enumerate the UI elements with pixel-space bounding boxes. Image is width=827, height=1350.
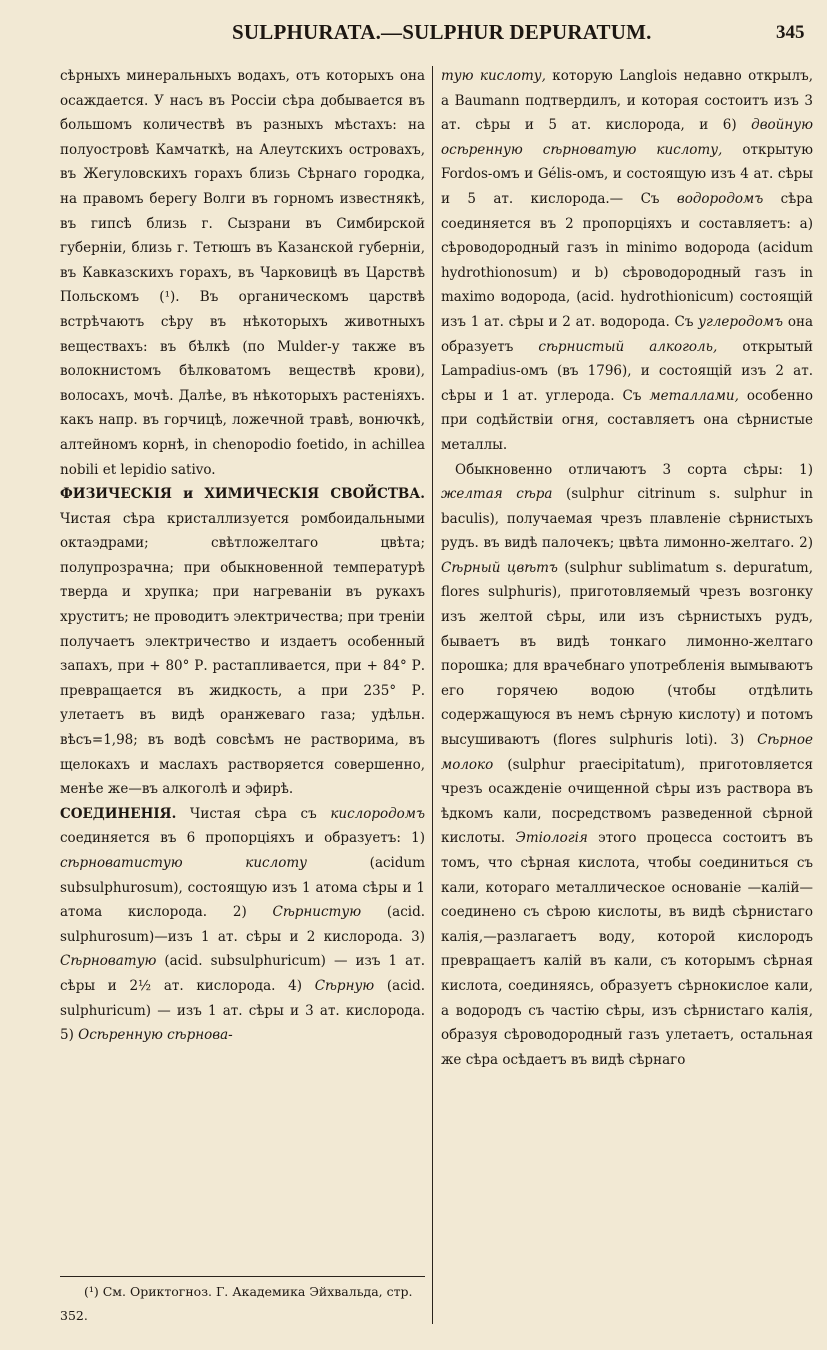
text-run: особенно при содѣйствіи огня, составляетъ она сѣрнистые металлы. (441, 387, 813, 453)
term-carbon: углеродомъ (698, 313, 784, 330)
term-sulphurous-acid: Сѣрнистую (272, 904, 362, 921)
text-run: соединяется въ 6 пропорціяхъ и образуетъ: 1) (60, 830, 425, 847)
text-run: (sulphur sublimatum s. depuratum, flores sulphuris), приготовляемый чрезъ возгонку изъ желтой сѣры, или изъ сѣрнистыхъ рудъ, бываетъ въ видѣ тонкаго лимонно-желтаго порошка; для врачебнаго употребленія вымываютъ его горячею водою (чтобы отдѣлить содержащуюся въ немъ сѣрную кислоту) и потомъ высушиваютъ (flores sulphuris loti). 3) (441, 559, 813, 749)
page-number: 345 (776, 22, 805, 43)
paragraph-compounds-continued (441, 64, 813, 458)
text-run: открытый Lampadius-омъ (въ 1796), и состоящій изъ 2 ат. сѣры и 1 ат. углерода. Съ (441, 338, 813, 404)
paragraph-compounds (60, 802, 425, 1048)
term-hydrogen: водородомъ (676, 190, 764, 207)
text-run: она образуетъ (441, 313, 813, 355)
heading-properties: ФИЗИЧЕСКІЯ и ХИМИЧЕСКІЯ СВОЙСТВА. (60, 486, 425, 503)
term-acid-continued: тую кислоту, (441, 68, 546, 84)
text-run: которую Langlois недавно открылъ, а Baumann подтвердилъ, и которая состоитъ изъ 3 ат. сѣры и 5 ат. кислорода, и 6) (441, 68, 813, 134)
text-run: (acidum subsulphurosum), состоящую изъ 1 атома сѣры и 1 атома кислорода. 2) (60, 855, 426, 921)
term-sulphur-alcohol: сѣрнистый алкоголь, (538, 338, 718, 355)
left-column (60, 64, 425, 1048)
properties-text: Чистая сѣра кристаллизуется ромбоидальными октаэдрами; свѣтложелтаго цвѣта; полупрозрачна; при обыкновенной температурѣ тверда и хрупка; при нагреваніи въ рукахъ хруститъ; не проводитъ электричества; при треніи получаетъ электричество и издаетъ особенный запахъ, при + 80° Р. растапливается, при + 84° Р. превращается въ жидкость, а при 235° Р. улетаетъ въ видѣ оранжеваго газа; удѣльн. вѣсъ=1,98; въ водѣ совсѣмъ не растворима, въ щелокахъ и маслахъ растворяется совершенно, менѣе же—въ алкоголѣ и эфирѣ. (60, 510, 426, 798)
term-metals: металлами, (649, 387, 739, 404)
term-hyposulphurous-acid: сѣрноватистую кислоту (60, 855, 307, 871)
term-sulphurated-acid: Осѣренную сѣрнова- (78, 1027, 233, 1044)
right-column (441, 64, 813, 1072)
term-oxygen: кислородомъ (330, 805, 425, 822)
paragraph-occurrence: сѣрныхъ минеральныхъ водахъ, отъ которыхъ она осаждается. У насъ въ Россіи сѣра добывается въ большомъ количествѣ въ разныхъ мѣстахъ: на полуостровѣ Камчаткѣ, на Алеутскихъ островахъ, въ Жегуловскихъ горахъ близь Сѣрнаго городка, на правомъ берегу Волги въ горномъ известнякѣ, въ гипсѣ близь г. Сызрани въ Симбирской губерніи, близь г. Тетюшъ въ Казанской губерніи, въ Кавказскихъ горахъ, въ Чарковицѣ въ Царствѣ Польскомъ (¹). Въ органическомъ царствѣ встрѣчаютъ сѣру въ нѣкоторыхъ животныхъ веществахъ: въ бѣлкѣ (по Mulder-у также въ волокнистомъ бѣлковатомъ веществѣ крови), волосахъ, мочѣ. Далѣе, въ нѣкоторыхъ растеніяхъ. какъ напр. въ горчицѣ, ложечной травѣ, вонючкѣ, алтейномъ корнѣ, in chenopodio foetido, in achillea nobili et lepidio sativo. (60, 68, 425, 478)
term-etiology: Этіологія (515, 830, 588, 847)
text-run: открытую Fordos-омъ и Gélis-омъ, и состоящую изъ 4 ат. сѣры и 5 ат. кислорода.— Съ (441, 141, 813, 207)
heading-compounds: СОЕДИНЕНІЯ. (60, 805, 177, 822)
text-run: (sulphur praecipitatum), приготовляется чрезъ осажденіе очищенной сѣры изъ раствора въ ѣдкомъ кали, посредствомъ разведенной сѣрной кислоты. (441, 756, 813, 847)
footnote: (¹) См. Ориктогноз. Г. Академика Эйхвальда, стр. 352. (60, 1284, 413, 1323)
footnote-divider (60, 1276, 425, 1277)
text-run: (acid. sulphuricum) — изъ 1 ат. сѣры и 3 ат. кислорода. 5) (60, 977, 426, 1044)
text-run: сѣра соединяется въ 2 пропорціяхъ и составляетъ: a) сѣроводородный газъ in minimo водорода (acidum hydrothionosum) и b) сѣроводородный газъ in maximo водорода, (acid. hydrothionicum) состоящій изъ 1 ат. сѣры и 2 ат. водорода. Съ (441, 190, 813, 330)
paragraph-properties (60, 482, 425, 802)
term-hyposulphuric-acid: Сѣрноватую (60, 953, 157, 970)
text-run: (acid. sulphurosum)—изъ 1 ат. сѣры и 2 кислорода. 3) (60, 904, 426, 945)
column-divider (432, 66, 433, 1324)
text-run: Чистая сѣра съ (189, 805, 331, 822)
text-run: этого процесса состоитъ въ томъ, что сѣрная кислота, чтобы соединиться съ кали, котораго металлическое основаніе —калій—соединено съ сѣрою кислоты, въ видѣ сѣрнистаго калія,—разлагаетъ воду, которой кислородъ превращаетъ калій въ кали, съ которымъ сѣрная кислота, соединяясь, образуетъ сѣрнокислое кали, а водородъ съ частію сѣры, изъ сѣрнистаго калія, образуя сѣроводородный газъ улетаетъ, остальная же сѣра осѣдаетъ въ видѣ сѣрнаго (441, 830, 813, 1068)
running-title: SULPHURATA.—SULPHUR DEPURATUM. (232, 20, 652, 44)
term-flowers-of-sulphur: Сѣрный цвѣтъ (441, 559, 558, 576)
term-double-acid: двойную осѣренную сѣрноватую кислоту, (441, 117, 813, 158)
term-milk-of-sulphur: Сѣрное молоко (441, 732, 813, 773)
term-sulphuric-acid: Сѣрную (314, 977, 375, 994)
paragraph-sorts (441, 458, 813, 1073)
term-yellow-sulphur: желтая сѣра (441, 486, 553, 503)
text-run: Обыкновенно отличаютъ 3 сорта сѣры: 1) (455, 461, 813, 478)
text-run: (acid. subsulphuricum) — изъ 1 ат. сѣры и 2½ ат. кислорода. 4) (60, 953, 425, 994)
text-run: (sulphur citrinum s. sulphur in baculis), получаемая чрезъ плавленіе сѣрнистыхъ рудъ. въ видѣ палочекъ; цвѣта лимонно-желтаго. 2) (441, 486, 813, 552)
